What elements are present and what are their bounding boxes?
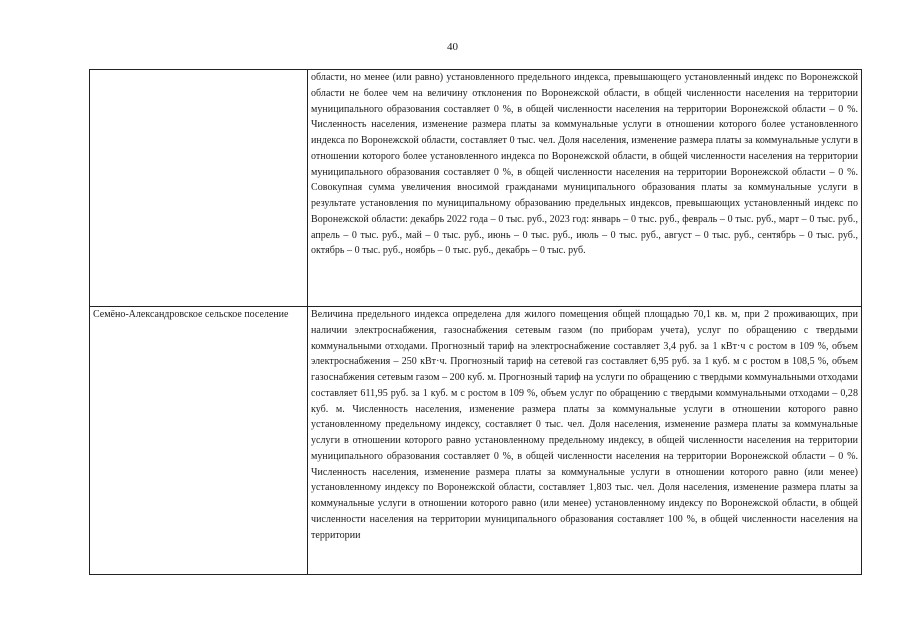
municipality-name-cell [90, 307, 308, 575]
description-cell [308, 307, 862, 575]
description-text: Величина предельного индекса определена для жилого помещения общей площадью 70,1 кв. м, при 2 проживающих, при наличии электроснабжения, газоснабжения сетевым газом (по приборам учета), услуг по обращению с твердыми коммунальными отходами. Прогнозный тариф на электроснабжение составляет 3,4 руб. за 1 кВт·ч с ростом в 109 %, объем электроснабжения – 250 кВт·ч. Прогнозный тариф на сетевой газ составляет 6,95 руб. за 1 куб. м с ростом в 108,5 %, объем газоснабжения сетевым газом – 200 куб. м. Прогнозный тариф на услуги по обращению с твердыми коммунальными отходами составляет 611,95 руб. за 1 куб. м с ростом в 109 %, объем услуг по обращению с твердыми коммунальными отходами – 0,28 куб. м. Численность населения, изменение размера платы за коммунальные услуги в отношении которого равно установленному предельному индексу, составляет 0 тыс. чел. Доля населения, изменение размера платы за коммунальные услуги в отношении которого равно установленному предельному индексу, в общей численности населения на территории муниципального образования составляет 0 %, в общей численности населения на территории Воронежской области – 0 %. Численность населения, изменение размера платы за коммунальные услуги в отношении которого равно (или менее) установленному индексу по Воронежской области, составляет 1,803 тыс. чел. Доля населения, изменение размера платы за коммунальные услуги в отношении которого равно (или менее) установленному индексу по Воронежской области, в общей численности населения на территории муниципального образования составляет 100 %, в общей численности населения на территории [311, 309, 858, 541]
page-number: 40 [447, 41, 458, 53]
description-cell [308, 70, 862, 307]
table-row [90, 70, 862, 307]
municipality-name: Семёно-Александровское сельское поселение [93, 309, 289, 320]
municipality-name [93, 70, 304, 306]
description-text: области, но менее (или равно) установленного предельного индекса, превышающего установленный индекс по Воронежской области не более чем на величину отклонения по Воронежской области, в общей численности населения на территории муниципального образования составляет 0 %, в общей численности населения на территории Воронежской области – 0 %. Численность населения, изменение размера платы за коммунальные услуги в отношении которого более установленного индекса по Воронежской области, составляет 0 тыс. чел. Доля населения, изменение размера платы за коммунальные услуги в отношении которого более установленного индекса по Воронежской области, в общей численности населения на территории муниципального образования составляет 0 %, в общей численности населения на территории Воронежской области – 0 %. Совокупная сумма увеличения вносимой гражданами муниципального образования платы за коммунальные услуги в результате установления по муниципальному образованию предельных индексов, превышающих установленный индекс по Воронежской области: декабрь 2022 года – 0 тыс. руб., 2023 год: январь – 0 тыс. руб., февраль – 0 тыс. руб., март – 0 тыс. руб., апрель – 0 тыс. руб., май – 0 тыс. руб., июнь – 0 тыс. руб., июль – 0 тыс. руб., август – 0 тыс. руб., сентябрь – 0 тыс. руб., октябрь – 0 тыс. руб., ноябрь – 0 тыс. руб., декабрь – 0 тыс. руб. [311, 72, 858, 257]
table-row [90, 307, 862, 575]
indices-table [89, 69, 862, 575]
municipality-name-cell [90, 70, 308, 307]
